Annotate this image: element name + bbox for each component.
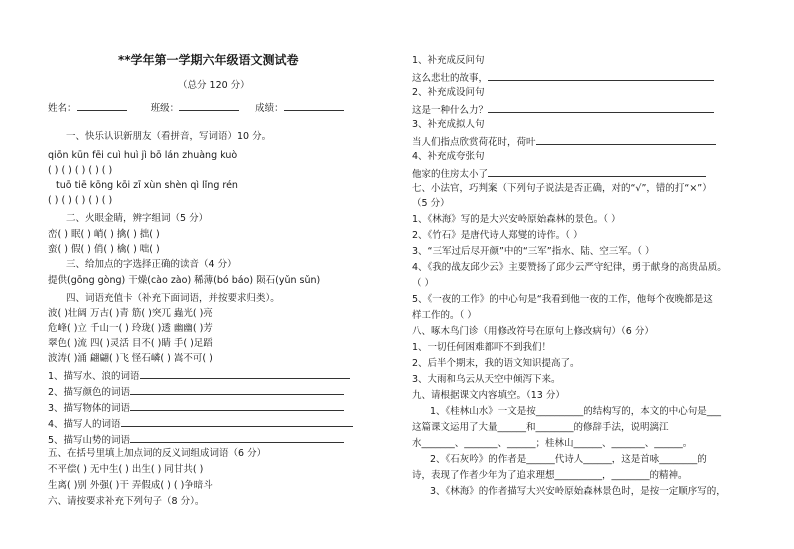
classify-row-3: 3、描写物体的词语 bbox=[48, 400, 344, 415]
fill-1-cont2: 水_______、_______、______；桂林山______、_______、______。 bbox=[412, 438, 693, 449]
classify-row-5: 5、描写山势的词语 bbox=[48, 432, 344, 447]
q6-1: 1、补充成反问句 bbox=[412, 55, 485, 66]
q6-3-sentence: 当人们指点欣赏荷花时，荷叶 bbox=[412, 134, 716, 149]
judge-5-cont: 样工作的。（ ） bbox=[412, 310, 477, 321]
q6-2-sentence: 这是一种什么力？ bbox=[412, 102, 714, 117]
q6-1-sentence: 这么悲壮的故事， bbox=[412, 70, 714, 85]
judge-5: 5、《一夜的工作》的中心句是“我看到他一夜的工作，他每个夜晚都是这 bbox=[412, 294, 713, 305]
judge-3: 3、“三军过后尽开颜”中的“三军”指水、陆、空三军。（ ） bbox=[412, 246, 655, 257]
section-7-heading: 七、小法官，巧判案（下列句子说法是否正确，对的“√”，错的打“×”） bbox=[412, 183, 712, 194]
section-3-heading: 三、给加点的字选择正确的读音（4 分） bbox=[66, 259, 237, 270]
idiom-row-1: 波( )壮阔 万古( )青 筋( )突兀 蟲光( )亮 bbox=[48, 308, 213, 319]
fix-2: 2、后半个期末，我的语文知识提高了。 bbox=[412, 358, 580, 369]
answer-line[interactable] bbox=[121, 416, 353, 427]
section-1-heading: 一、快乐认识新朋友（看拼音，写词语）10 分。 bbox=[66, 131, 272, 142]
q6-2: 2、补充成设问句 bbox=[412, 87, 485, 98]
section-8-heading: 八、啄木鸟门诊（用修改符号在原句上修改病句）（6 分） bbox=[412, 326, 654, 337]
section-4-heading: 四、词语充值卡（补充下面词语，并按要求归类）。 bbox=[66, 293, 280, 304]
judge-2: 2、《竹石》是唐代诗人郑燮的诗作。（ ） bbox=[412, 230, 583, 241]
judge-1: 1、《林海》写的是大兴安岭原始森林的景色。（ ） bbox=[412, 214, 621, 225]
antonym-row-2: 生离( )别 外强( )干 弄假成( ) ( )争暗斗 bbox=[48, 480, 213, 491]
fix-3: 3、大雨和乌云从天空中倾泻下来。 bbox=[412, 374, 561, 385]
classify-row-2: 2、描写颜色的词语 bbox=[48, 384, 344, 399]
answer-line[interactable] bbox=[536, 134, 716, 145]
score-label: 成绩： bbox=[255, 103, 284, 114]
answer-row-2: ( ) ( ) ( ) ( ) ( ) bbox=[48, 195, 113, 206]
antonym-row-1: 不平偿( ) 无中生( ) 出生( ) 同甘共( ) bbox=[48, 464, 204, 475]
fill-2-cont: 诗，表现了作者少年为了追求理想__________，________的精神。 bbox=[412, 470, 688, 481]
pinyin-row-2: tuō tiē kōng kōi zī xùn shèn qì lǐng rén bbox=[56, 180, 238, 191]
total-score: （总分 120 分） bbox=[178, 80, 250, 91]
name-field[interactable] bbox=[77, 100, 127, 111]
section-2-heading: 二、火眼金睛，辨字组词（5 分） bbox=[66, 213, 209, 224]
answer-line[interactable] bbox=[488, 102, 714, 113]
idiom-row-4: 波涛( )涌 翩翩( )飞 怪石嶙( ) 嵩不可( ) bbox=[48, 353, 213, 364]
section-6-heading: 六、请按要求补充下列句子（8 分）。 bbox=[48, 496, 205, 507]
class-label: 班级： bbox=[150, 103, 180, 114]
fix-1: 1、一切任何困难都吓不到我们！ bbox=[412, 342, 552, 353]
section-7-score: （5 分） bbox=[412, 198, 450, 209]
answer-line[interactable] bbox=[130, 432, 344, 443]
fill-3: 3、《林海》的作者描写大兴安岭原始森林景色时，是按一定顺序写的， bbox=[430, 486, 726, 497]
student-info-row bbox=[48, 100, 344, 115]
q6-4-sentence: 他家的住房太小了 bbox=[412, 166, 706, 181]
answer-line[interactable] bbox=[488, 70, 714, 81]
fill-1: 1、《桂林山水》一文是按__________的结构写的，本文的中心句是___ bbox=[430, 406, 722, 417]
judge-4: 4、《我的战友邱少云》主要赞扬了邱少云严守纪律，勇于献身的高贵品质。 bbox=[412, 262, 727, 273]
score-field[interactable] bbox=[284, 100, 344, 111]
idiom-row-2: 危峰( )立 千山一( ) 玲珑( )透 幽幽( )芳 bbox=[48, 323, 213, 334]
q6-3: 3、补充成拟人句 bbox=[412, 119, 485, 130]
pinyin-row-1: qiōn kūn fēi cuì huì jì bō lán zhuàng kuò bbox=[48, 150, 238, 161]
answer-row-1: ( ) ( ) ( ) ( ) ( ) bbox=[48, 165, 113, 176]
fill-2: 2、《石灰吟》的作者是______代诗人______，这是首咏________的 bbox=[430, 454, 707, 465]
classify-row-1: 1、描写水、浪的词语 bbox=[48, 368, 350, 383]
answer-line[interactable] bbox=[488, 166, 706, 177]
section-5-heading: 五、在括号里填上加点词的反义词组成词语（6 分） bbox=[48, 448, 267, 459]
q6-4: 4、补充成夸张句 bbox=[412, 151, 485, 162]
judge-4-bracket: （ ） bbox=[412, 278, 435, 289]
reading-row: 提供(gōng gòng) 干燥(cào zào) 稀薄(bó báo) 陨石(yǔn sǔn) bbox=[48, 275, 321, 286]
class-field[interactable] bbox=[179, 100, 239, 111]
section-9-heading: 九、请根据课文内容填空。（13 分） bbox=[412, 390, 565, 401]
char-row-2: 蛮( ) 假( ) 俏( ) 檎( ) 咄( ) bbox=[48, 244, 160, 255]
answer-line[interactable] bbox=[140, 368, 350, 379]
classify-row-4: 4、描写人的词语 bbox=[48, 416, 353, 431]
char-row-1: 峦( ) 眠( ) 峭( ) 擒( ) 拙( ) bbox=[48, 229, 160, 240]
answer-line[interactable] bbox=[130, 400, 344, 411]
name-label: 姓名： bbox=[48, 103, 77, 114]
fill-1-cont: 这篇课文运用了大量______和________的修辞手法，说明漓江 bbox=[412, 422, 669, 433]
idiom-row-3: 翠色( )流 四( )灵活 目不( )睛 手( )足蹈 bbox=[48, 338, 213, 349]
answer-line[interactable] bbox=[130, 384, 344, 395]
page-title: **学年第一学期六年级语文测试卷 bbox=[118, 53, 299, 67]
